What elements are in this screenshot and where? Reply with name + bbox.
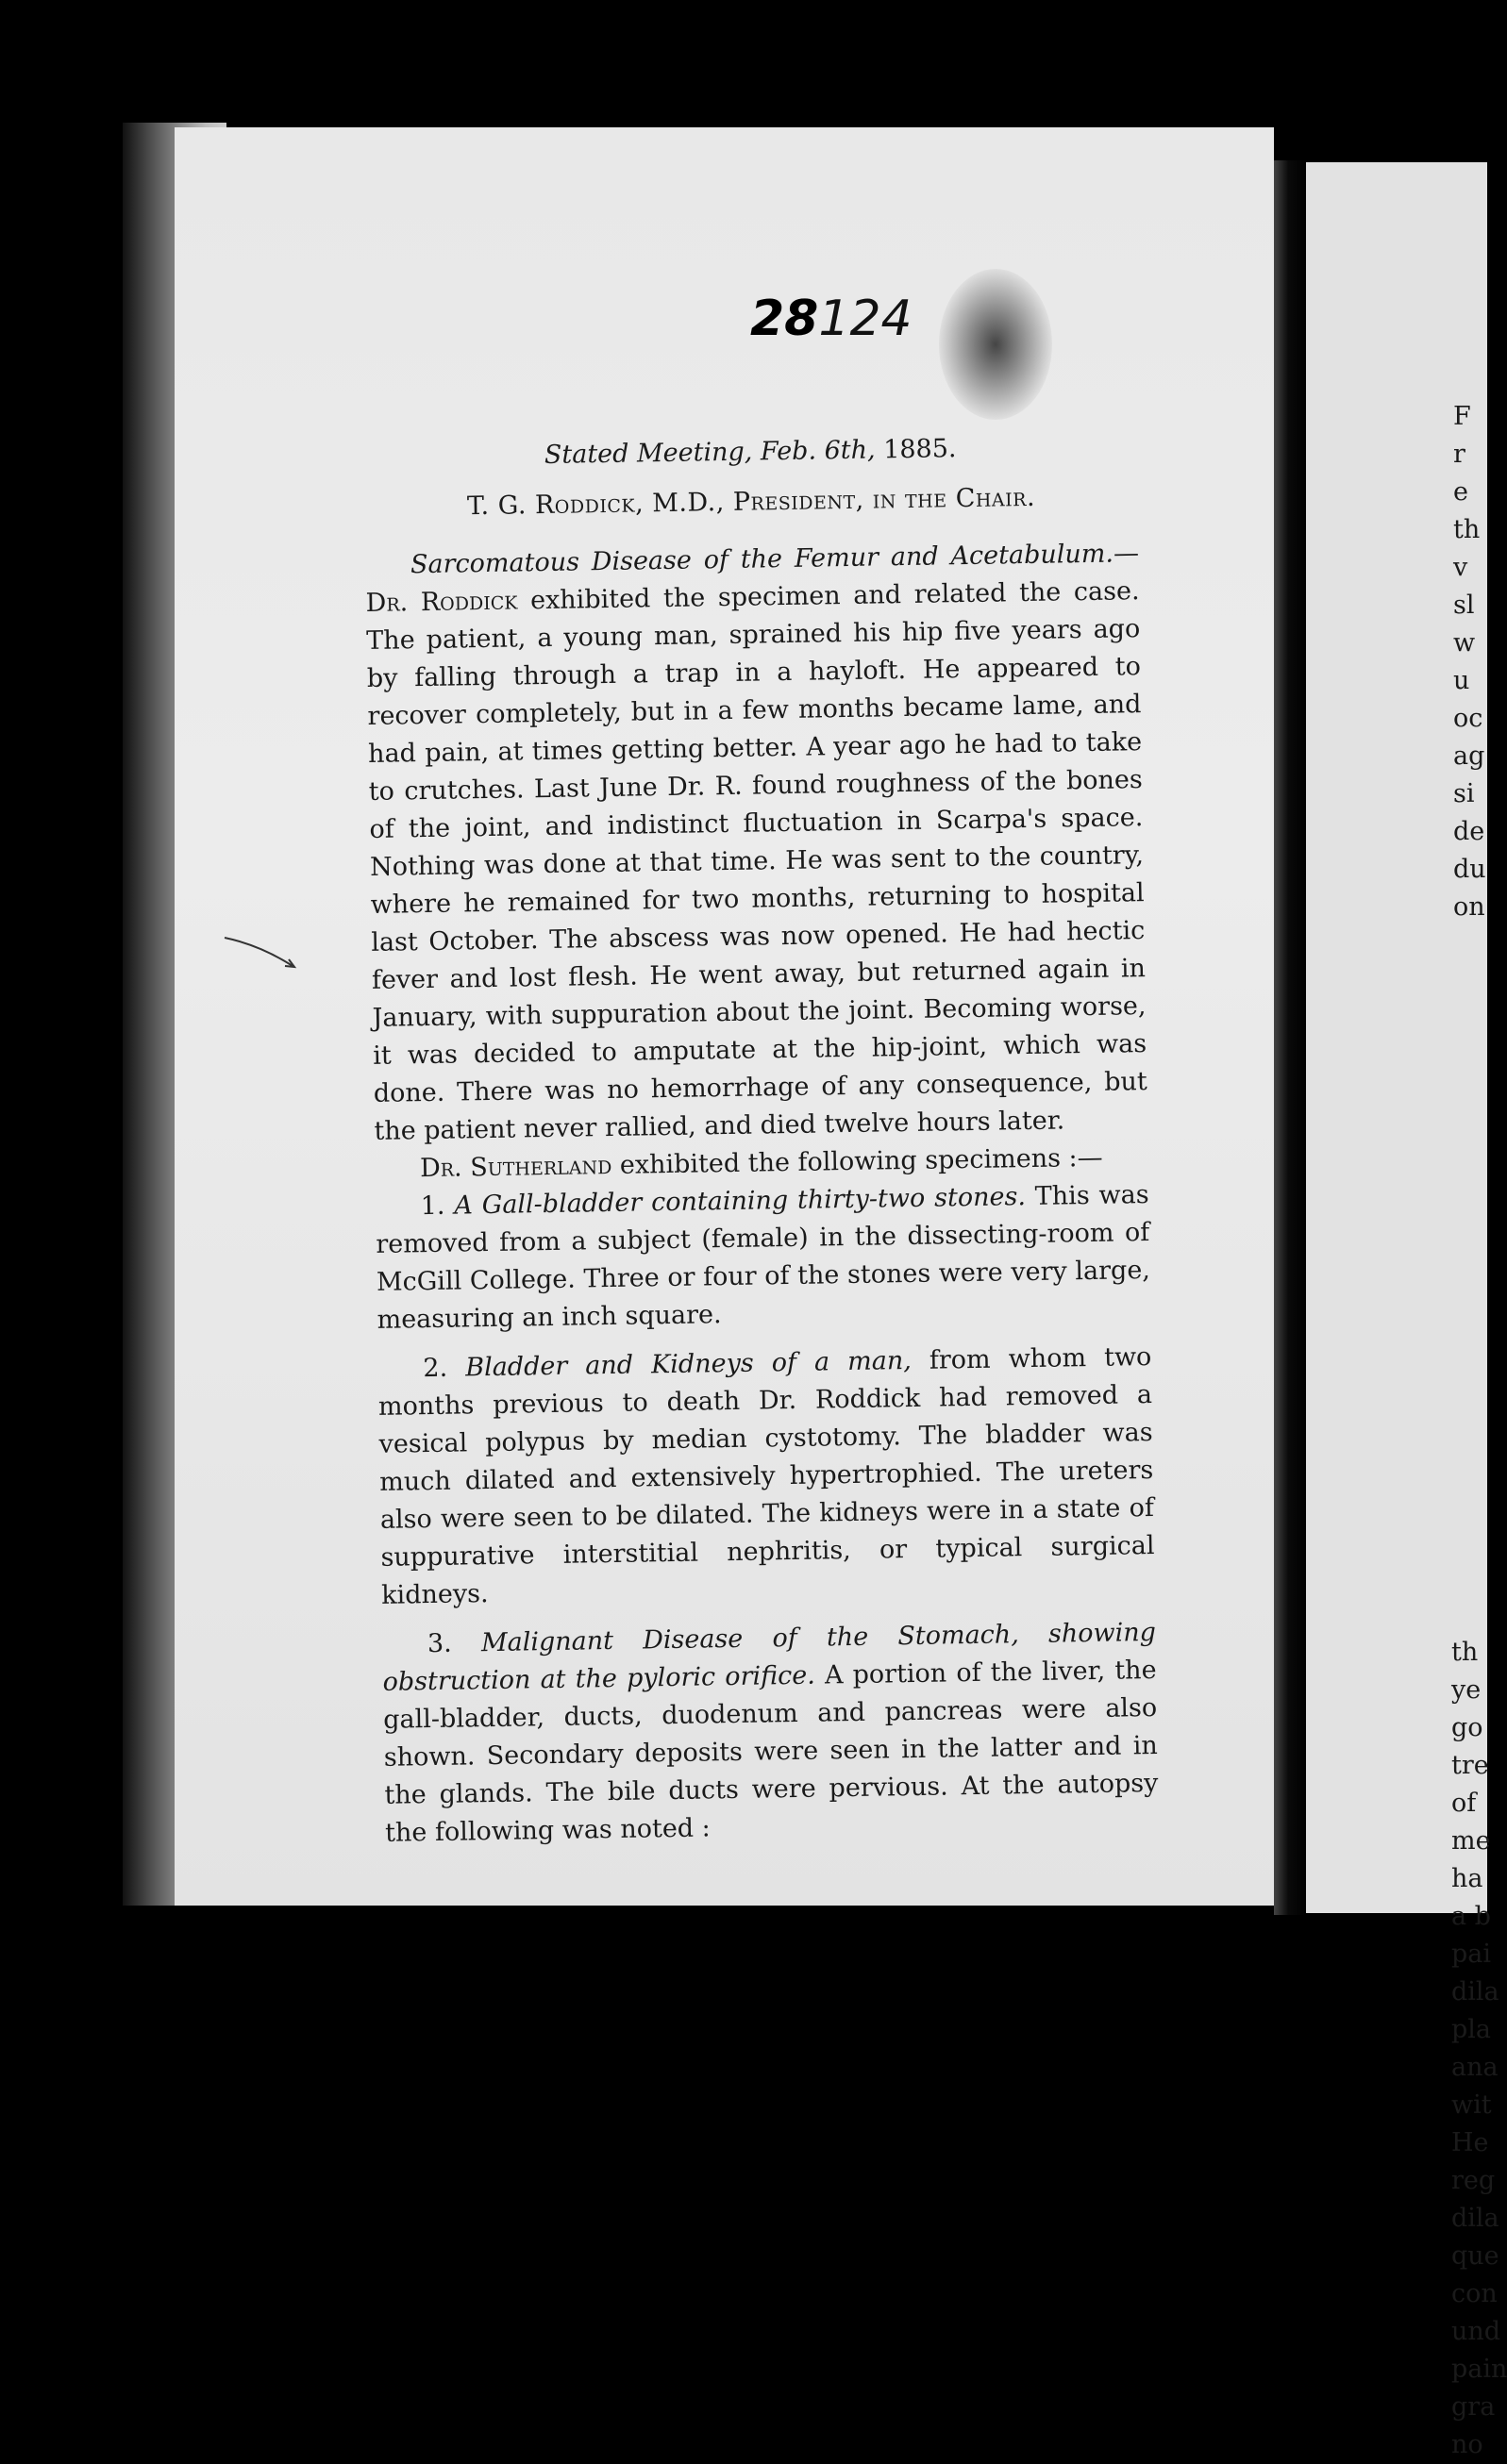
page-number-prefix: 28 — [750, 291, 819, 347]
item-text: This was removed from a subject (female) in the dissecting-room of McGill College. Three or four of the stones were very large, measuring an inch square. — [376, 1180, 1151, 1335]
paragraph-title: Sarcomatous Disease of the Femur and Acetabulum. — [410, 539, 1114, 580]
page-text — [363, 431, 1159, 1853]
margin-arrow-mark — [223, 934, 298, 972]
handwritten-page-number — [750, 291, 913, 347]
right-page-fragment-top: F r e th v sl w u oc ag si de du on — [1453, 402, 1486, 922]
book-gutter — [1274, 160, 1306, 1915]
item-number: 3. — [427, 1628, 453, 1659]
item-text: from whom two months previous to death Dr. Roddick had removed a vesical polypus by median cystotomy. The bladder was much dilated and extensively hypertrophied. The ureters also were seen to be dilated. The kidneys were in a state of suppurative interstitial nephritis, or typical surgical kidneys. — [377, 1342, 1155, 1610]
specimen-item-3 — [382, 1614, 1160, 1853]
dash: — — [1113, 539, 1140, 569]
item-text: A portion of the liver, the gall-bladder, ducts, duodenum and pancreas were also shown. Secondary deposits were seen in the latter and in the glands. The bile ducts were pervious. At the autopsy the following was noted : — [383, 1655, 1159, 1848]
speaker-name: Dr. Sutherland — [419, 1150, 612, 1184]
ink-smudge — [939, 269, 1052, 420]
chair-rest: , M.D., President, in the Chair. — [634, 482, 1036, 519]
paragraph-text: exhibited the specimen and related the case. The patient, a young man, sprained his hip five years ago by falling through a trap in a hayloft. He appeared to recover completely, but in a few months became lame, and had pain, at times getting better. A year ago he had to take to crutches. Last June Dr. R. found roughness of the bones of the joint, and indistinct fluctuation in Scarpa's space. Nothing was done at that time. He was sent to the country, where he remained for two months, returning to hospital last October. The abscess was now opened. He had hectic fever and lost flesh. He went away, but returned again in January, with suppuration about the joint. Becoming worse, it was decided to amputate at the hip-joint, which was done. There was no hemorrhage of any consequence, but the patient never rallied, and died twelve hours later. — [366, 576, 1147, 1146]
right-page — [1306, 162, 1507, 2459]
item-title: Bladder and Kidneys of a man, — [464, 1345, 913, 1383]
meeting-heading-text: Stated Meeting, Feb. 6th, — [544, 435, 876, 470]
meeting-year: 1885. — [882, 434, 957, 465]
item-number: 1. — [420, 1190, 445, 1222]
paragraph-sarcomatous — [365, 535, 1148, 1151]
chair-line — [364, 481, 1138, 523]
paragraph-text: exhibited the following specimens :— — [611, 1142, 1103, 1180]
right-page-fragment-bottom: th ye go tre of me ha a b pai dila pla ana wit He reg dila que con und pain gra no — [1451, 1638, 1507, 2459]
item-title: Malignant Disease of the Stomach, showing obstruction at the pyloric orifice. — [382, 1617, 1157, 1697]
specimen-item-2 — [377, 1339, 1155, 1615]
speaker-name: Dr. Roddick — [365, 586, 518, 618]
specimen-item-1 — [375, 1176, 1150, 1340]
page-number-value: 124 — [818, 291, 913, 347]
item-number: 2. — [423, 1353, 448, 1384]
chair-name: T. G. Roddick — [466, 489, 636, 522]
item-title: A Gall-bladder containing thirty-two stones. — [454, 1182, 1027, 1221]
